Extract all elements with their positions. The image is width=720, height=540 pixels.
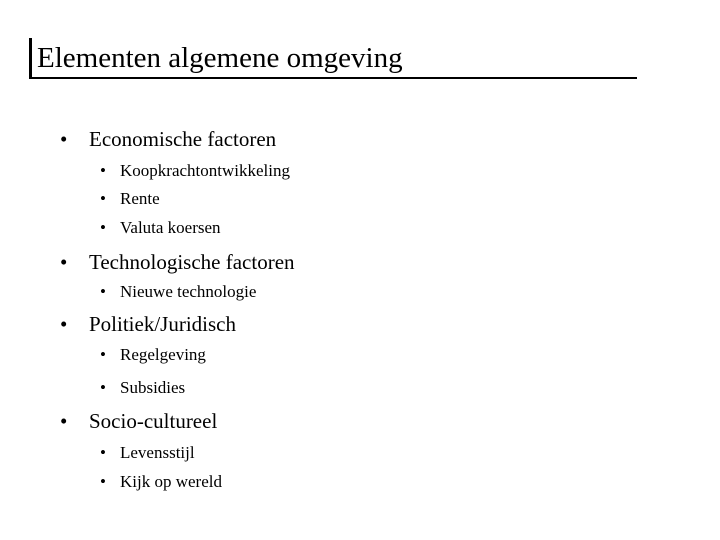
list-item-label: Valuta koersen — [120, 218, 221, 237]
list-item — [100, 377, 185, 399]
slide-title-block — [29, 38, 637, 80]
bullet-icon: • — [100, 443, 106, 462]
slide-title: Elementen algemene omgeving — [37, 42, 403, 74]
bullet-icon: • — [60, 312, 68, 336]
section-label: Economische factoren — [89, 127, 277, 151]
section-label: Socio-cultureel — [89, 409, 218, 433]
list-item-label: Regelgeving — [120, 345, 206, 364]
bullet-icon: • — [60, 250, 68, 274]
bullet-icon: • — [100, 345, 106, 364]
list-item-label: Nieuwe technologie — [120, 282, 257, 301]
section-technologische-factoren — [60, 249, 295, 275]
list-item-label: Levensstijl — [120, 443, 195, 462]
section-economische-factoren — [60, 126, 276, 152]
list-item — [100, 281, 256, 303]
bullet-icon: • — [100, 189, 106, 208]
list-item-label: Koopkrachtontwikkeling — [120, 161, 290, 180]
bullet-icon: • — [60, 127, 68, 151]
section-socio-cultureel — [60, 408, 217, 434]
title-left-bar — [29, 38, 32, 78]
list-item-label: Kijk op wereld — [120, 472, 222, 491]
section-politiek-juridisch — [60, 311, 236, 337]
list-item — [100, 217, 221, 239]
list-item — [100, 188, 160, 210]
list-item-label: Rente — [120, 189, 160, 208]
list-item — [100, 471, 222, 493]
bullet-icon: • — [100, 472, 106, 491]
list-item — [100, 160, 290, 182]
list-item — [100, 344, 206, 366]
title-underline — [29, 77, 637, 79]
bullet-icon: • — [100, 282, 106, 301]
list-item — [100, 442, 195, 464]
bullet-icon: • — [100, 218, 106, 237]
section-label: Technologische factoren — [89, 250, 295, 274]
section-label: Politiek/Juridisch — [89, 312, 236, 336]
bullet-icon: • — [60, 409, 68, 433]
list-item-label: Subsidies — [120, 378, 186, 397]
bullet-icon: • — [100, 161, 106, 180]
bullet-icon: • — [100, 378, 106, 397]
